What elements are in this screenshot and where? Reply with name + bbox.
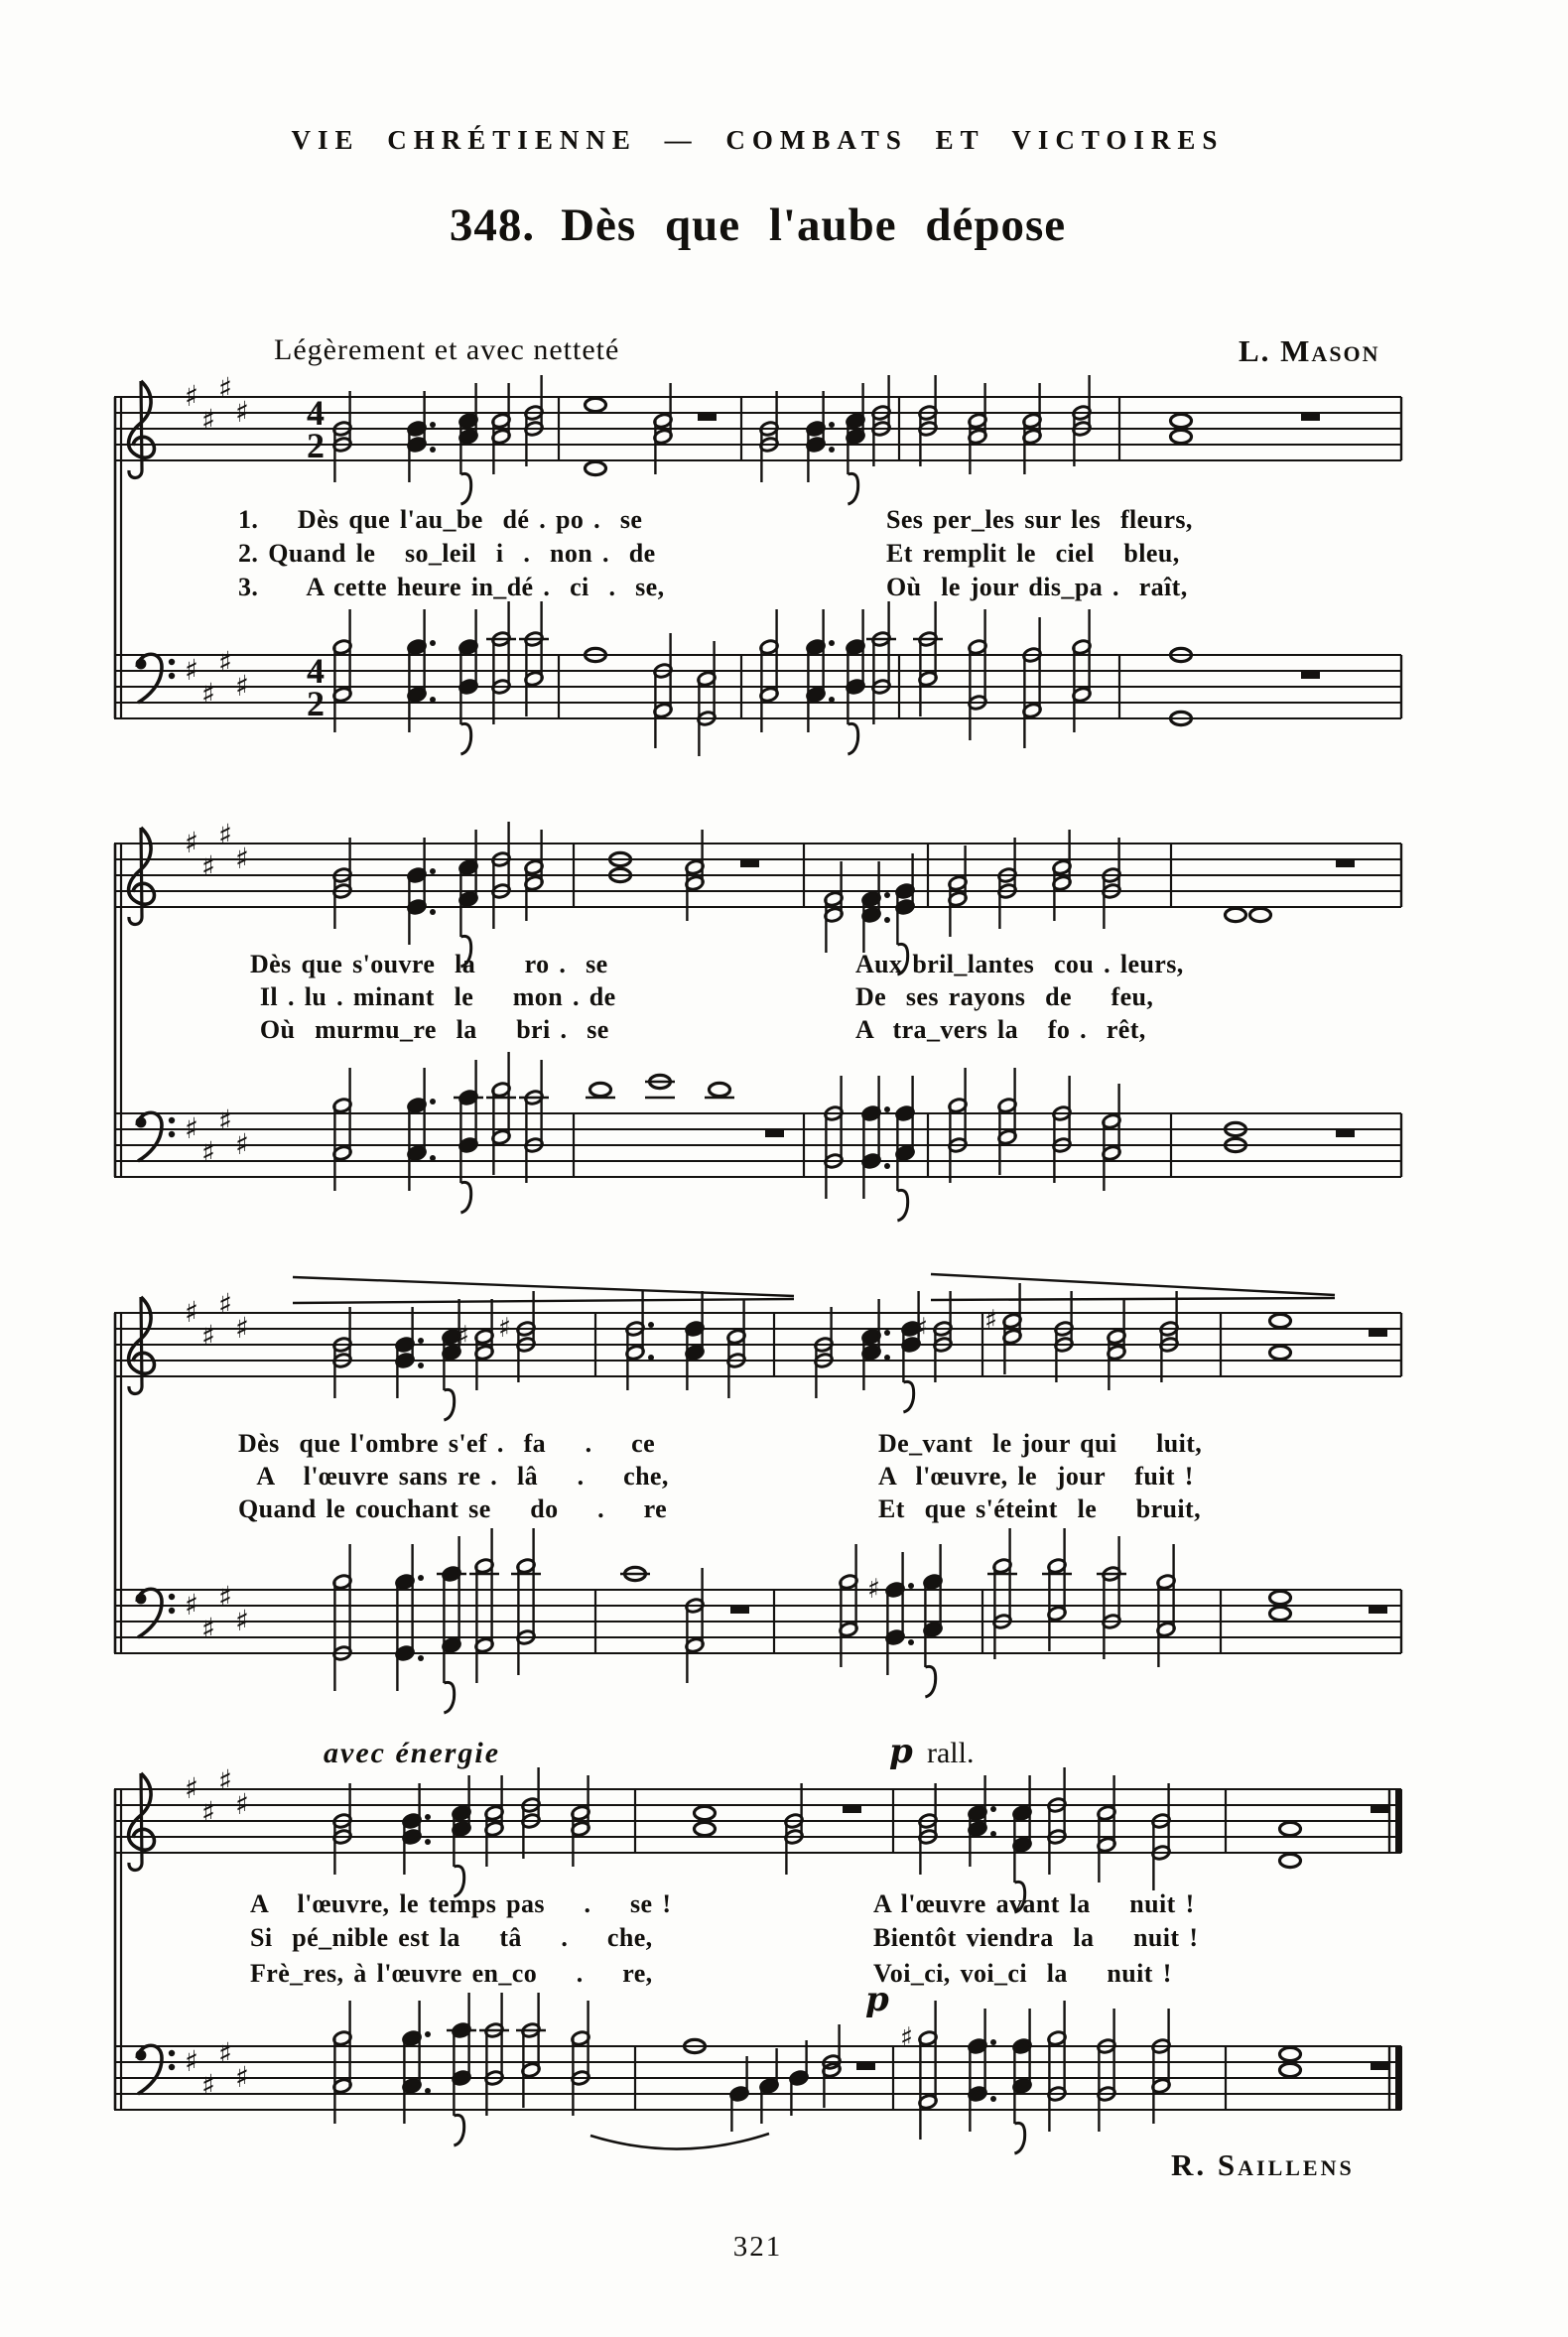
whole-note [1280,2063,1301,2076]
rest [1369,1606,1387,1614]
notation-glyph: ♯ [218,2036,233,2070]
augmentation-dot [908,1639,914,1645]
whole-note [1280,1854,1301,1867]
augmentation-dot [829,697,835,703]
notation-glyph: ♯ [218,1104,233,1137]
augmentation-dot [430,909,436,915]
lyrics-s4-l3-right: Voi_ci, voi_ci la nuit ! [873,1959,1172,1988]
whole-note [1280,2047,1301,2060]
notation-glyph: 4 [307,393,325,433]
eighth-flag [925,1666,935,1697]
augmentation-dot [418,1655,424,1661]
augmentation-dot [990,2039,996,2045]
notation-glyph: ♯ [235,669,250,703]
whole-note [1250,908,1271,921]
notation-glyph: ♯ [235,842,250,875]
augmentation-dot [648,1355,654,1361]
augmentation-dot [430,1099,436,1104]
eighth-flag [1014,2123,1024,2153]
lyrics-s2-l1-right: Aux bril_lantes cou . leurs, [855,950,1184,978]
augmentation-dot [829,422,835,428]
notation-glyph: ♯ [201,849,216,883]
notation-glyph: ♯ [235,1787,250,1821]
notation-glyph: ♯ [185,1588,199,1622]
rest [1336,859,1355,867]
notation-glyph: ♯ [201,1135,216,1169]
eighth-flag [460,723,470,754]
hairpin [931,1298,1335,1300]
expression-marking: avec énergie [324,1737,501,1769]
slur [590,2134,769,2149]
notation-glyph: ♯ [235,1604,250,1637]
whole-note [710,1083,730,1096]
augmentation-dot [418,1575,424,1581]
page-number: 321 [732,2231,783,2263]
augmentation-dot [990,1831,996,1837]
whole-note [1226,908,1246,921]
whole-note [1270,1314,1291,1327]
rest [1371,2062,1389,2070]
augmentation-dot [829,640,835,646]
augmentation-dot [908,1583,914,1589]
rest [1336,1129,1355,1137]
lyrics-s1-l1-right: Ses per_les sur les fleurs, [886,505,1193,534]
lyrics-s2-l2-right: De ses rayons de feu, [855,982,1154,1011]
lyrics-s2-l1-left: Dès que s'ouvre la ro . se [250,950,608,978]
augmentation-dot [884,1330,890,1336]
notation-glyph: ♯ [218,818,233,851]
bass-clef-dot [169,673,175,679]
staff-line [293,1277,794,1296]
eighth-flag [460,1182,470,1213]
hymn-title-text: Dès que l'aube dépose [561,199,1067,251]
augmentation-dot [430,697,436,703]
notation-glyph: ♯ [218,1763,233,1797]
notation-glyph: ♯ [498,1313,512,1344]
notation-glyph: 2 [307,684,325,723]
lyrics-s1-l2-right: Et remplit le ciel bleu, [886,539,1180,568]
augmentation-dot [425,1839,431,1845]
rest [843,1805,861,1813]
notation-glyph: ♯ [218,371,233,405]
notation-glyph: 2 [307,426,325,465]
whole-note [1270,1346,1291,1359]
rest [1369,1329,1387,1337]
bass-clef-dot [169,2064,175,2070]
hymn-number: 348. [449,199,536,251]
augmentation-dot [430,422,436,428]
notation-glyph: ♯ [201,1612,216,1645]
eighth-flag [444,1682,454,1713]
whole-note [586,398,606,411]
lyrics-s2-l3-right: A tra_vers la fo . rêt, [855,1015,1146,1044]
lyrics-s4-l2-left: Si pé_nible est la tâ . che, [250,1923,653,1952]
lyrics-s1-l3-right: Où le jour dis_pa . raît, [886,573,1188,601]
bass-clef [137,1112,162,1161]
lyrics-s3-l3-right: Et que s'éteint le bruit, [878,1494,1201,1523]
lyrics-s3-l2-right: A l'œuvre, le jour fuit ! [878,1462,1194,1491]
whole-note [1171,430,1192,443]
augmentation-dot [425,1814,431,1820]
staff-line [931,1274,1335,1295]
hymn-title [114,198,1401,252]
expression-marking: rall. [927,1737,975,1769]
author-credit: R. Saillens [1171,2147,1355,2182]
augmentation-dot [829,447,835,453]
notation-glyph: 4 [307,651,325,691]
bass-clef-dot [169,1594,175,1600]
hairpin [293,1299,794,1303]
notation-glyph: ♯ [185,1295,199,1329]
dynamic-piano: p [889,1732,913,1771]
composer-credit: L. Mason [1239,333,1380,368]
eighth-flag [848,473,857,504]
notation-glyph: ♯ [185,653,199,687]
notation-glyph: ♯ [900,2022,914,2053]
bass-clef-dot [169,1131,175,1137]
lyrics-s1-l1-left: 1. Dès que l'au_be dé . po . se [238,505,643,534]
rest [856,2062,875,2070]
bass-clef-dot [169,2050,175,2056]
notation-glyph: ♯ [235,2060,250,2094]
notation-glyph: ♯ [218,1580,233,1614]
lyrics-s4-l2-right: Bientôt viendra la nuit ! [873,1923,1199,1952]
notation-glyph: ♯ [201,403,216,437]
rest [730,1606,749,1614]
whole-note [1171,414,1192,427]
eighth-flag [848,723,857,754]
whole-note [586,461,606,474]
notation-glyph: ♯ [185,1771,199,1805]
rest [1301,413,1320,421]
whole-note [590,1083,611,1096]
lyrics-s4-l1-left: A l'œuvre, le temps pas . se ! [250,1889,672,1918]
lyrics-s2-l3-left: Où murmu_re la bri . se [250,1015,609,1044]
augmentation-dot [425,2031,431,2037]
tempo-marking: Légèrement et avec netteté [274,333,620,366]
bass-clef [137,1589,162,1637]
lyrics-s4-l3-left: Frè_res, à l'œuvre en_co . re, [250,1959,653,1988]
lyrics-s3-l2-left: A l'œuvre sans re . lâ . che, [238,1462,669,1491]
notation-glyph: ♯ [235,395,250,429]
notation-glyph: ♯ [867,1574,881,1605]
eighth-flag [444,1389,454,1420]
notation-glyph: ♯ [185,1111,199,1145]
notation-glyph: ♯ [218,1287,233,1321]
eighth-flag [897,1190,907,1221]
augmentation-dot [430,868,436,874]
notation-glyph: ♯ [235,1311,250,1345]
bass-clef [137,654,162,703]
augmentation-dot [430,1155,436,1161]
notation-glyph: ♯ [201,1795,216,1829]
augmentation-dot [990,1806,996,1812]
lyrics-s3-l1-left: Dès que l'ombre s'ef . fa . ce [238,1429,656,1458]
augmentation-dot [418,1338,424,1344]
rest [765,1129,784,1137]
whole-note [1270,1591,1291,1604]
notation-glyph: ♯ [235,1127,250,1161]
notation-glyph: ♯ [457,1321,470,1352]
whole-note [695,1822,716,1835]
notation-glyph: ♯ [185,2044,199,2078]
augmentation-dot [425,2088,431,2094]
lyrics-s3-l3-left: Quand le couchant se do . re [238,1494,668,1523]
rest [1301,671,1320,679]
eighth-flag [454,2115,463,2145]
rest [698,413,717,421]
augmentation-dot [418,1363,424,1368]
augmentation-dot [648,1322,654,1328]
bass-clef-dot [169,1117,175,1123]
augmentation-dot [884,1163,890,1169]
bass-clef [137,2045,162,2094]
section-header: VIE CHRÉTIENNE — COMBATS ET VICTOIRES [291,125,1225,155]
notation-glyph: ♯ [185,379,199,413]
dynamic-piano: p [865,1980,889,2019]
notation-glyph: ♯ [915,1313,929,1344]
augmentation-dot [884,1106,890,1112]
augmentation-dot [884,892,890,898]
eighth-flag [460,473,470,504]
rest [1371,1805,1389,1813]
notation-glyph: ♯ [201,677,216,711]
augmentation-dot [430,640,436,646]
notation-glyph: ♯ [201,1319,216,1353]
whole-note [1280,1822,1301,1835]
augmentation-dot [884,917,890,923]
lyrics-s1-l2-left: 2. Quand le so_leil i . non . de [238,539,656,568]
bass-clef-dot [169,659,175,665]
lyrics-s2-l2-left: Il . lu . minant le mon . de [250,982,616,1011]
rest [740,859,759,867]
lyrics-s1-l3-left: 3. A cette heure in_dé . ci . se, [238,573,665,601]
eighth-flag [903,1381,913,1412]
bass-clef-dot [169,1608,175,1614]
notation-glyph: ♯ [218,645,233,679]
augmentation-dot [884,1355,890,1361]
whole-note [1270,1607,1291,1620]
augmentation-dot [990,2096,996,2102]
lyrics-s3-l1-right: De_vant le jour qui luit, [878,1429,1203,1458]
notation-glyph: ♯ [984,1305,998,1336]
notation-glyph: ♯ [201,2068,216,2102]
augmentation-dot [430,447,436,453]
whole-note [695,1806,716,1819]
notation-glyph: ♯ [185,826,199,859]
lyrics-s4-l1-right: A l'œuvre avant la nuit ! [873,1889,1195,1918]
